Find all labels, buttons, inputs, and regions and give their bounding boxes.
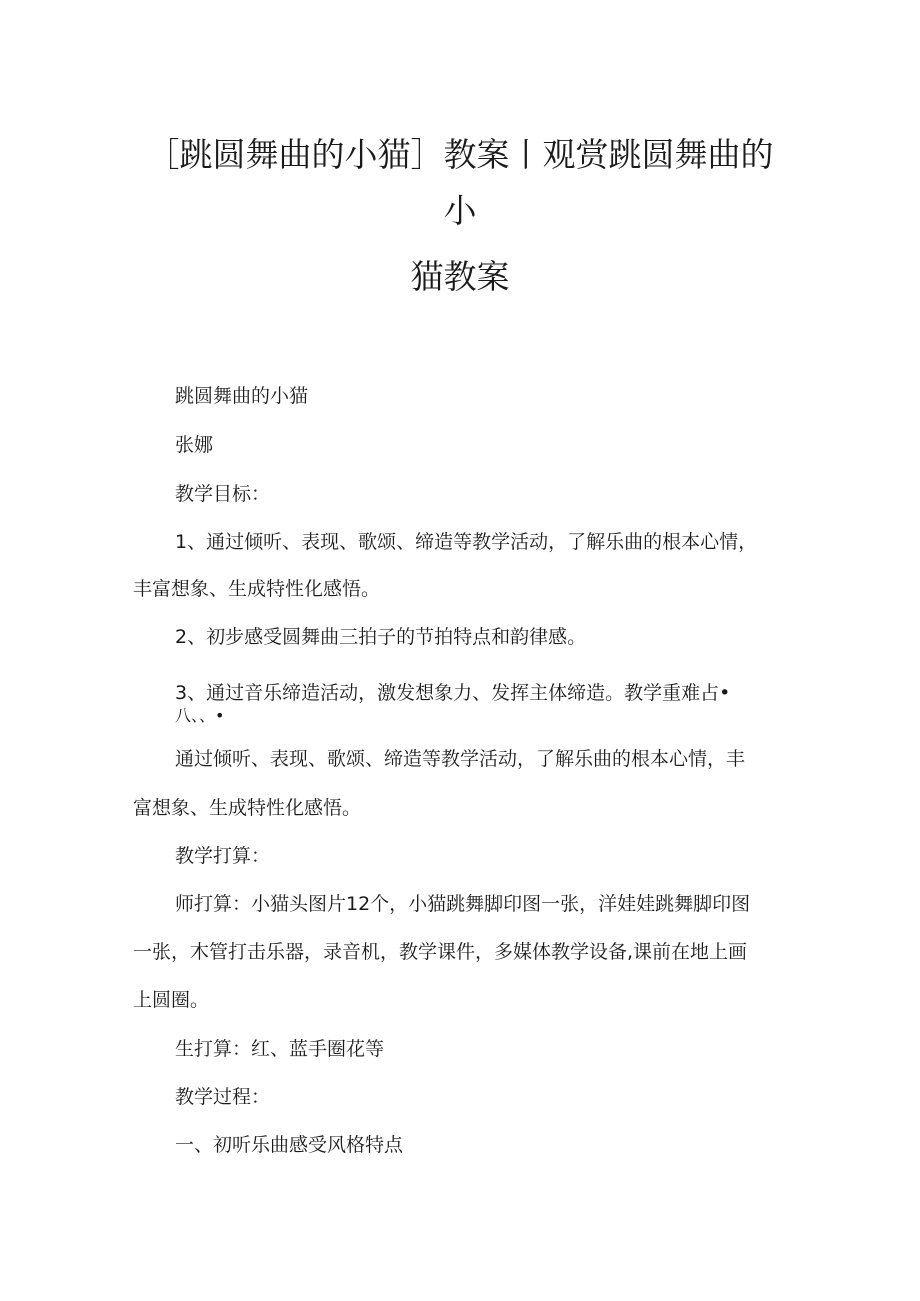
objective-1-line-2: 丰富想象、生成特性化感悟。	[133, 578, 381, 600]
process-step-1-heading: 一、初听乐曲感受风格特点	[175, 1134, 404, 1156]
teacher-preparation-line-2: 一张，木管打击乐器，录音机，教学课件，多媒体教学设备,课前在地上画	[133, 941, 748, 963]
author-name: 张娜	[175, 434, 214, 456]
teacher-preparation-line-1: 师打算：小猫头图片12个，小猫跳舞脚印图一张，洋娃娃跳舞脚印图	[175, 893, 751, 915]
key-point-line-1: 通过倾听、表现、歌颂、缔造等教学活动，了解乐曲的根本心情，丰	[175, 748, 746, 770]
objective-1-line-1: 1、通过倾听、表现、歌颂、缔造等教学活动，了解乐曲的根本心情，	[175, 531, 758, 553]
key-point-line-2: 富想象、生成特性化感悟。	[133, 797, 362, 819]
teacher-preparation-line-3: 上圆圈。	[133, 989, 210, 1011]
document-title-line-2: 小	[443, 191, 477, 230]
section-heading-objectives: 教学目标：	[175, 483, 271, 505]
document-title-line-3: 猫教案	[410, 257, 510, 296]
objective-3-continuation: 八、、•	[175, 706, 225, 725]
section-heading-process: 教学过程：	[175, 1086, 271, 1108]
document-title-line-1: ［跳圆舞曲的小猫］教案丨观赏跳圆舞曲的	[146, 135, 774, 174]
objective-3: 3、通过音乐缔造活动，激发想象力、发挥主体缔造。教学重难占•	[175, 682, 731, 704]
lesson-name: 跳圆舞曲的小猫	[175, 385, 309, 407]
student-preparation: 生打算：红、蓝手圈花等	[175, 1038, 385, 1060]
section-heading-preparation: 教学打算：	[175, 845, 271, 867]
objective-2: 2、初步感受圆舞曲三拍子的节拍特点和韵律感。	[175, 626, 587, 648]
